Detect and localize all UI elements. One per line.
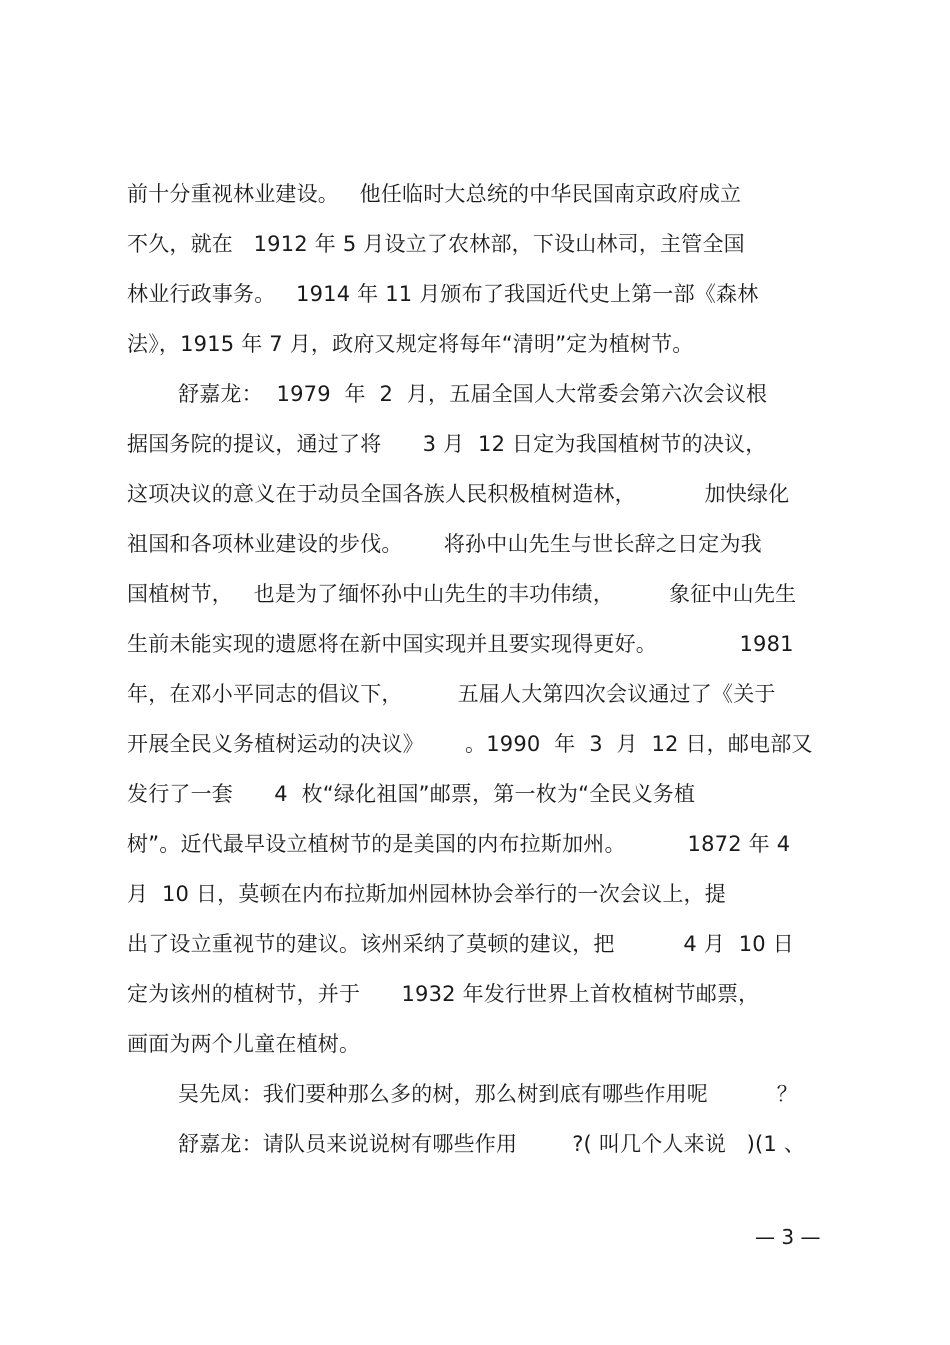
text-line: 吴先凤：我们要种那么多的树，那么树到底有哪些作用呢 ？: [178, 1082, 798, 1106]
text-line: 定为该州的植树节，并于 1932 年发行世界上首枚植树节邮票，: [127, 982, 760, 1006]
text-line: 开展全民义务植树运动的决议》 。1990 年 3 月 12 日，邮电部又: [127, 732, 813, 756]
text-line: 画面为两个儿童在植树。: [127, 1032, 361, 1056]
text-line: 祖国和各项林业建设的步伐。 将孙中山先生与世长辞之日定为我: [127, 532, 762, 556]
text-line: 舒嘉龙：请队员来说说树有哪些作用 ?( 叫几个人来说 )(1 、: [178, 1132, 806, 1156]
text-line: 树”。近代最早设立植树节的是美国的内布拉斯加州。 1872 年 4: [127, 832, 791, 856]
text-line: 出了设立重视节的建议。该州采纳了莫顿的建议，把 4 月 10 日: [127, 932, 794, 956]
text-line: 不久，就在 1912 年 5 月设立了农林部，下设山林司，主管全国: [127, 232, 745, 256]
text-line: 年，在邓小平同志的倡议下， 五届人大第四次会议通过了《关于: [127, 682, 776, 706]
text-line: 月 10 日，莫顿在内布拉斯加州园林协会举行的一次会议上，提: [127, 882, 726, 906]
text-line: 这项决议的意义在于动员全国各族人民积极植树造林， 加快绿化: [127, 482, 790, 506]
text-line: 发行了一套 4 枚“绿化祖国”邮票，第一枚为“全民义务植: [127, 782, 696, 806]
text-line: 舒嘉龙： 1979 年 2 月，五届全国人大常委会第六次会议根: [178, 382, 768, 406]
page-number: — 3 —: [755, 1225, 821, 1249]
text-line: 法》，1915 年 7 月，政府又规定将每年“清明”定为植树节。: [127, 332, 694, 356]
text-line: 生前未能实现的遗愿将在新中国实现并且要实现得更好。 1981: [127, 632, 794, 656]
text-line: 林业行政事务。 1914 年 11 月颁布了我国近代史上第一部《森林: [127, 282, 759, 306]
text-line: 据国务院的提议，通过了将 3 月 12 日定为我国植树节的决议，: [127, 432, 767, 456]
text-line: 前十分重视林业建设。 他任临时大总统的中华民国南京政府成立: [127, 182, 742, 206]
text-line: 国植树节， 也是为了缅怀孙中山先生的丰功伟绩， 象征中山先生: [127, 582, 797, 606]
